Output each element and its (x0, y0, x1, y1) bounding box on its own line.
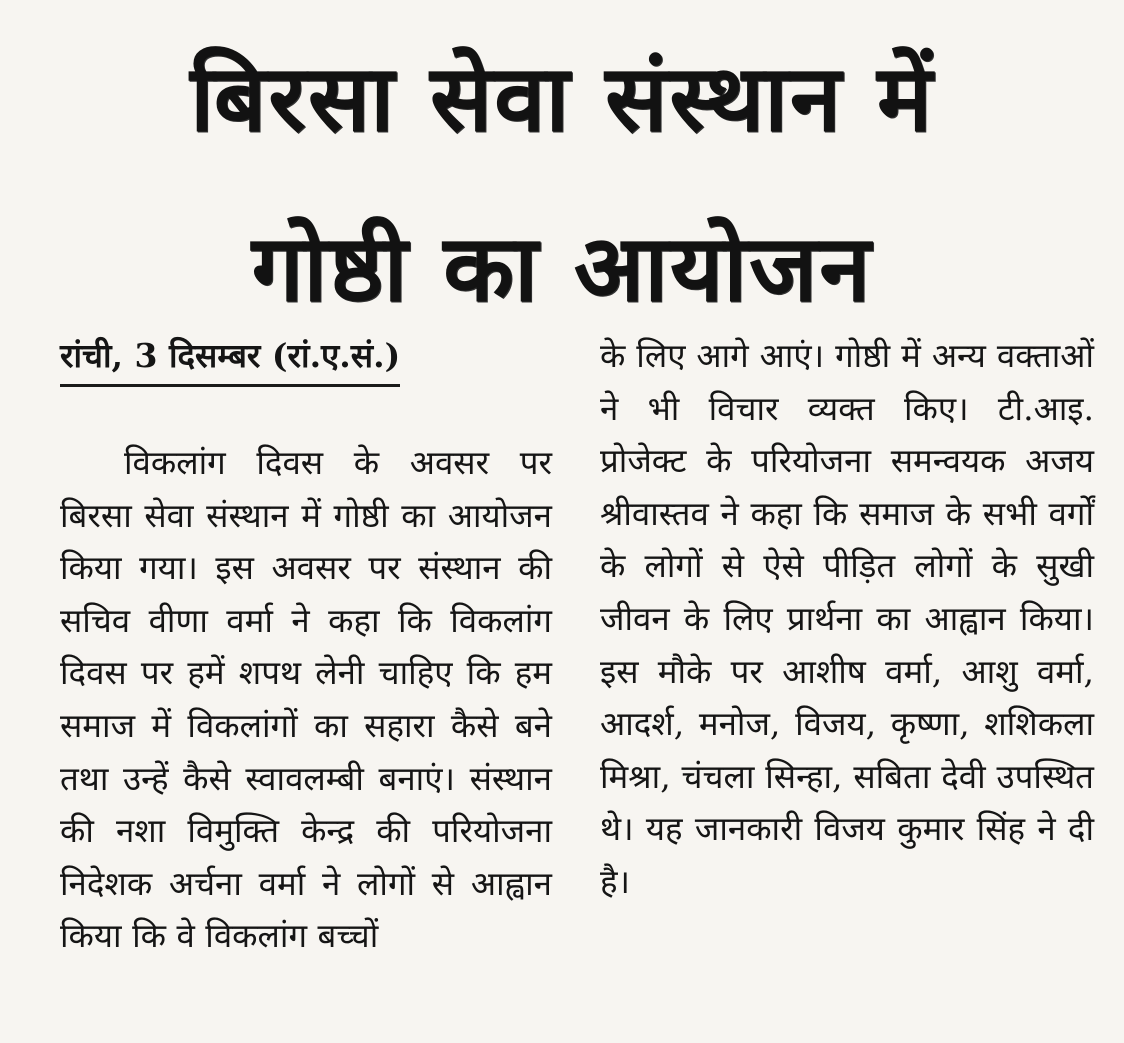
dateline: रांची, 3 दिसम्बर (रां.ए.सं.) (60, 334, 400, 387)
article-body-right: के लिए आगे आएं। गोष्ठी में अन्य वक्ताओं ने भी विचार व्यक्त किए। टी.आइ. प्रोजेक्ट के परियोजना समन्वयक अजय श्रीवास्तव ने कहा कि समाज के सभी वर्गों के लोगों से ऐसे पीड़ित लोगों के सुखी जीवन के लिए प्रार्थना का आह्वान किया। इस मौके पर आशीष वर्मा, आशु वर्मा, आदर्श, मनोज, विजय, कृष्णा, शशिकला मिश्रा, चंचला सिन्हा, सबिता देवी उपस्थित थे। यह जानकारी विजय कुमार सिंह ने दी है। (600, 336, 1094, 901)
article-column-left (60, 330, 552, 963)
headline (0, 14, 1124, 354)
headline-line-1: बिरसा सेवा संस्थान में (189, 45, 935, 152)
headline-line-2: गोष्ठी का आयोजन (251, 215, 873, 322)
article-column-right (600, 330, 1094, 909)
article-body-left: विकलांग दिवस के अवसर पर बिरसा सेवा संस्थान में गोष्ठी का आयोजन किया गया। इस अवसर पर संस्थान की सचिव वीणा वर्मा ने कहा कि विकलांग दिवस पर हमें शपथ लेनी चाहिए कि हम समाज में विकलांगों का सहारा कैसे बने तथा उन्हें कैसे स्वावलम्बी बनाएं। संस्थान की नशा विमुक्ति केन्द्र की परियोजना निदेशक अर्चना वर्मा ने लोगों से आह्वान किया कि वे विकलांग बच्चों (60, 443, 552, 956)
